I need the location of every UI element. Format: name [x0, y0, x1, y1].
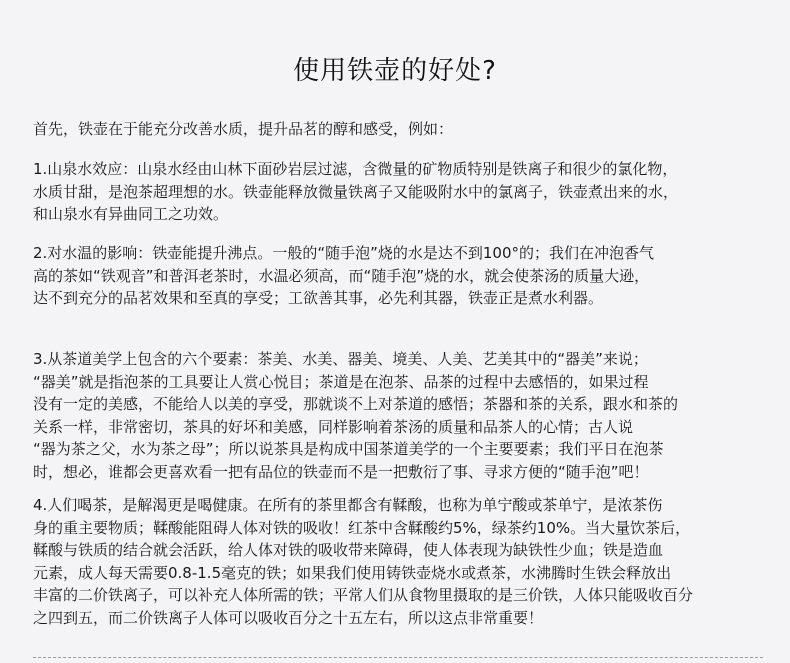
paragraph-line: 元素，成人每天需要0.8-1.5毫克的铁；如果我们使用铸铁壶烧水或煮茶，水沸腾时生铁会释放出 — [33, 563, 672, 582]
paragraph-line: 关系一样，非常密切，茶具的好坏和美感，同样影响着茶汤的质量和品茶人的心情；古人说 — [33, 417, 634, 436]
section-2-paragraph — [33, 242, 773, 310]
paragraph-line: 没有一定的美感，不能给人以美的享受，那就谈不上对茶道的感悟；茶器和茶的关系，跟水和茶的 — [33, 395, 679, 413]
paragraph-line: “器美”就是指泡茶的工具要让人赏心悦目；茶道是在泡茶、品茶的过程中去感悟的，如果过程 — [33, 372, 649, 391]
paragraph-line: 水质甘甜，是泡茶超理想的水。铁壶能释放微量铁离子又能吸附水中的氯离子，铁壶煮出来的水， — [33, 182, 679, 201]
paragraph-line: 身的重主要物质；鞣酸能阻碍人体对铁的吸收！红茶中含鞣酸约5%，绿茶约10%。当大量饮茶后， — [33, 518, 691, 537]
paragraph-line: 时，想必，谁都会更喜欢看一把有品位的铁壶而不是一把敷衍了事、寻求方便的“随手泡”吧！ — [33, 462, 649, 481]
paragraph-line: “器为茶之父，水为茶之母”；所以说茶具是构成中国茶道美学的一个主要要素；我们平日在泡茶 — [33, 440, 664, 458]
paragraph-line: 4.人们喝茶，是解渴更是喝健康。在所有的茶里都含有鞣酸，也称为单宁酸或茶单宁，是浓茶伤 — [33, 496, 663, 514]
section-1-paragraph — [33, 158, 773, 226]
paragraph-line: 鞣酸与铁质的结合就会活跃，给人体对铁的吸收带来障碍，使人体表现为缺铁性少血；铁是造血 — [33, 541, 664, 559]
paragraph-line: 达不到充分的品茗效果和至真的享受；工欲善其事，必先利其器，铁壶正是煮水利器。 — [33, 289, 604, 307]
paragraph-line: 3.从茶道美学上包含的六个要素：茶美、水美、器美、境美、人美、艺美其中的“器美”来说； — [33, 350, 648, 368]
paragraph-line: 之四到五，而二价铁离子人体可以吸收百分之十五左右，所以这点非常重要！ — [33, 608, 544, 627]
intro-paragraph: 首先，铁壶在于能充分改善水质，提升品茗的醇和感受，例如： — [33, 120, 454, 138]
paragraph-line: 丰富的二价铁离子，可以补充人体所需的铁；平常人们从食物里摄取的是三价铁，人体只能吸收百分 — [33, 586, 694, 604]
dashed-divider — [33, 657, 763, 658]
paragraph-line: 1.山泉水效应：山泉水经由山林下面砂岩层过滤，含微量的矿物质特别是铁离子和很少的氯化物， — [33, 160, 678, 178]
page-title: 使用铁壶的好处? — [293, 56, 497, 86]
paragraph-line: 2.对水温的影响：铁壶能提升沸点。一般的“随手泡”烧的水是达不到100°的；我们在冲泡香气 — [33, 244, 654, 262]
paragraph-line: 高的茶如“铁观音”和普洱老茶时，水温必须高，而“随手泡”烧的水，就会使茶汤的质量大逊， — [33, 266, 650, 285]
paragraph-line: 和山泉水有异曲同工之功效。 — [33, 205, 229, 223]
section-3-paragraph — [33, 348, 773, 483]
section-4-paragraph — [33, 494, 773, 629]
